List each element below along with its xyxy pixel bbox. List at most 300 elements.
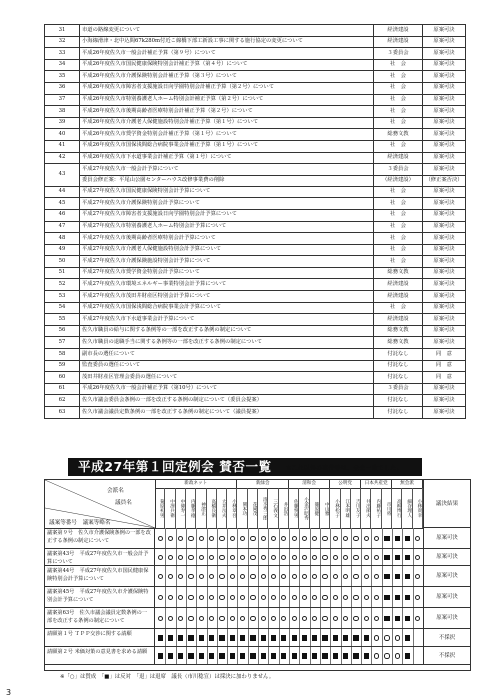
bill-result: 原案可決	[423, 314, 466, 326]
bill-title: 平成26年度佐久市後期高齢者医療特別会計補正予算（第２号）について	[80, 106, 374, 118]
column-divider	[351, 647, 352, 664]
member-name: 内藤孝徳	[186, 488, 196, 528]
column-divider	[310, 528, 311, 548]
approve-mark	[271, 536, 276, 541]
column-divider	[351, 608, 352, 628]
approve-mark	[292, 595, 297, 600]
vote-row	[45, 566, 470, 587]
column-divider	[279, 587, 280, 607]
approve-mark	[199, 555, 204, 560]
column-divider	[248, 608, 249, 628]
column-divider	[279, 528, 280, 548]
column-divider	[258, 528, 259, 548]
column-divider	[402, 629, 403, 646]
approve-mark	[188, 574, 193, 579]
oppose-mark	[158, 653, 163, 658]
approve-mark	[322, 555, 327, 560]
column-divider	[341, 647, 342, 664]
vote-header-labels	[45, 480, 156, 529]
column-divider	[382, 629, 383, 646]
bill-result: 原案可決	[423, 256, 466, 268]
approve-mark	[292, 616, 297, 621]
approve-mark	[178, 595, 183, 600]
approve-mark	[312, 574, 317, 579]
bill-title: 平成26年度佐久市国民健康保険特別会計補正予算（第４号）について	[80, 59, 374, 71]
bill-result: 原案可決	[423, 36, 466, 48]
bill-title: 平成27年度佐久市介護保険特別会計予算について	[80, 198, 374, 210]
table-row	[45, 140, 466, 152]
bill-result: 原案可決	[423, 291, 466, 303]
approve-mark	[250, 555, 255, 560]
approve-mark	[271, 574, 276, 579]
column-divider	[351, 528, 352, 548]
column-divider	[371, 549, 372, 565]
approve-mark	[250, 574, 255, 579]
oppose-mark	[281, 635, 286, 640]
column-divider	[299, 528, 300, 548]
bill-title: 佐久市議会議員定数条例の一部を改正する条例の制定について（議員提案）	[80, 407, 374, 419]
column-divider	[310, 608, 311, 628]
column-divider	[299, 647, 300, 664]
column-divider	[310, 549, 311, 565]
column-divider	[248, 549, 249, 565]
bill-number: 42	[45, 152, 80, 164]
column-divider	[371, 629, 372, 646]
bill-result: 原案可決	[423, 395, 466, 407]
column-divider	[371, 647, 372, 664]
column-divider	[382, 566, 383, 586]
bill-committee: 社 会	[374, 198, 423, 210]
member-name: 小林貴幸	[413, 488, 423, 528]
column-divider	[351, 587, 352, 607]
column-divider	[299, 566, 300, 586]
approve-mark	[199, 536, 204, 541]
table-row	[45, 106, 466, 118]
column-divider	[258, 549, 259, 565]
column-divider	[320, 647, 321, 664]
approve-mark	[188, 616, 193, 621]
column-divider	[186, 647, 187, 664]
column-divider	[413, 528, 414, 548]
column-divider	[258, 608, 259, 628]
column-divider	[299, 608, 300, 628]
bill-title: 平成27年度佐久市特別養護老人ホーム特別会計予算について	[80, 221, 374, 233]
bill-title: 小海線滑津・北中込間67k280m付近こ線橋下部工新設工事に関する施行協定の変更について	[80, 36, 374, 48]
oppose-mark	[333, 635, 338, 640]
oppose-mark	[322, 653, 327, 658]
bill-committee: 経済建設	[374, 291, 423, 303]
column-divider	[289, 647, 290, 664]
column-divider	[341, 528, 342, 548]
column-divider	[413, 566, 414, 586]
page-number: 3	[6, 688, 12, 697]
column-divider	[371, 566, 372, 586]
bill-committee: 社 会	[374, 221, 423, 233]
column-divider	[268, 549, 269, 565]
column-divider	[341, 587, 342, 607]
bill-result: 原案可決	[423, 106, 466, 118]
column-divider	[279, 647, 280, 664]
bill-title: 茂田井財産区管理会委員の選任について	[80, 372, 374, 384]
column-divider	[299, 549, 300, 565]
column-divider	[207, 647, 208, 664]
vote-marks	[155, 549, 423, 565]
bill-number: 34	[45, 59, 80, 71]
column-divider	[320, 587, 321, 607]
bill-title: 市道の路線変更について	[80, 25, 374, 37]
column-divider	[299, 629, 300, 646]
approve-mark	[271, 616, 276, 621]
column-divider	[289, 629, 290, 646]
table-row	[45, 198, 466, 210]
column-divider	[217, 629, 218, 646]
column-divider	[217, 566, 218, 586]
column-divider	[330, 549, 331, 565]
approve-mark	[353, 555, 358, 560]
column-divider	[289, 528, 290, 548]
approve-mark	[281, 574, 286, 579]
bill-title: 平成26年度佐久市介護保険特別会計補正予算（第３号）について	[80, 71, 374, 83]
bill-title: 佐久市議会委員会条例の一部を改正する条例の制定について（委員会提案）	[80, 395, 374, 407]
column-divider	[227, 629, 228, 646]
oppose-mark	[168, 635, 173, 640]
oppose-mark	[178, 635, 183, 640]
bill-title: 監査委員の選任について	[80, 360, 374, 372]
member-name: 中條寿一	[176, 488, 186, 528]
vote-bill-label: 議案第45号 平成27年度佐久市介護保険特別会計予算について	[45, 587, 155, 607]
column-divider	[165, 528, 166, 548]
oppose-mark	[261, 635, 266, 640]
oppose-mark	[199, 635, 204, 640]
approve-mark	[188, 595, 193, 600]
vote-marks	[155, 566, 423, 586]
amendment-title: 委員会修正案：平尾山公園センターハウス改修事業費の削除	[80, 175, 374, 186]
approve-mark	[333, 616, 338, 621]
oppose-mark	[168, 653, 173, 658]
column-divider	[186, 587, 187, 607]
bill-number: 54	[45, 302, 80, 314]
column-divider	[310, 566, 311, 586]
bill-result: 原案可決	[423, 94, 466, 106]
approve-mark	[230, 574, 235, 579]
column-divider	[217, 608, 218, 628]
oppose-mark	[219, 653, 224, 658]
column-divider	[351, 629, 352, 646]
column-divider	[341, 629, 342, 646]
column-divider	[237, 629, 238, 646]
vote-result: 不採択	[423, 647, 470, 664]
oppose-mark	[188, 653, 193, 658]
oppose-mark	[312, 653, 317, 658]
vote-marks	[155, 647, 423, 664]
column-divider	[176, 608, 177, 628]
bill-title: 平成26年度佐久市障害者支援施設日向学園特別会計補正予算（第２号）について	[80, 82, 374, 94]
vote-bill-label: 議案第43号 平成27年度佐久市一般会計予算について	[45, 549, 155, 565]
column-divider	[268, 608, 269, 628]
column-divider	[237, 528, 238, 548]
bill-number: 62	[45, 395, 80, 407]
column-divider	[330, 587, 331, 607]
column-divider	[330, 608, 331, 628]
column-divider	[217, 549, 218, 565]
member-name: 関本功	[237, 488, 247, 528]
oppose-mark	[343, 635, 348, 640]
oppose-mark	[405, 616, 410, 621]
approve-mark	[168, 536, 173, 541]
bill-committee: 社 会	[374, 71, 423, 83]
member-name: 小林章吾	[227, 488, 237, 528]
column-divider	[207, 566, 208, 586]
bill-number: 37	[45, 94, 80, 106]
table-row	[45, 117, 466, 129]
oppose-mark	[405, 555, 410, 560]
approve-mark	[219, 595, 224, 600]
party-group: 日本共産党	[361, 480, 392, 488]
approve-mark	[302, 595, 307, 600]
member-names	[155, 488, 423, 529]
bill-result: 原案可決	[423, 325, 466, 337]
oppose-mark	[384, 574, 389, 579]
table-row	[45, 256, 466, 268]
oppose-mark	[261, 653, 266, 658]
approve-mark	[240, 574, 245, 579]
oppose-mark	[250, 635, 255, 640]
bill-number: 55	[45, 314, 80, 326]
bill-number: 31	[45, 25, 80, 37]
column-divider	[196, 608, 197, 628]
column-divider	[196, 647, 197, 664]
column-divider	[248, 587, 249, 607]
table-row	[45, 186, 466, 198]
approve-mark	[292, 536, 297, 541]
table-row	[45, 244, 466, 256]
bill-number: 51	[45, 267, 80, 279]
bill-result: 原案可決	[423, 117, 466, 129]
bill-number: 52	[45, 279, 80, 291]
bill-committee: 総務文教	[374, 267, 423, 279]
member-name: 中澤兵衛	[165, 488, 175, 528]
oppose-mark	[405, 635, 410, 640]
approve-mark	[364, 574, 369, 579]
column-divider	[207, 629, 208, 646]
approve-mark	[333, 574, 338, 579]
column-divider	[413, 608, 414, 628]
table-row	[45, 337, 466, 349]
column-divider	[165, 566, 166, 586]
bill-committee: 付託なし	[374, 349, 423, 361]
vote-row	[45, 528, 470, 549]
column-divider	[361, 629, 362, 646]
bill-result: 原案可決	[423, 233, 466, 245]
bill-number: 36	[45, 82, 80, 94]
bill-number: 33	[45, 48, 80, 60]
bill-title: 平成26年度佐久市特別養護老人ホーム特別会計補正予算（第２号）について	[80, 94, 374, 106]
column-divider	[371, 587, 372, 607]
table-row	[45, 25, 466, 37]
approve-mark	[415, 555, 420, 560]
vote-result: 不採択	[423, 629, 470, 646]
column-divider	[248, 528, 249, 548]
approve-mark	[178, 536, 183, 541]
column-divider	[237, 549, 238, 565]
oppose-mark	[384, 616, 389, 621]
member-name: 佐藤悦男	[289, 488, 299, 528]
bill-title: 平成27年度佐久市一般会計予算について	[80, 164, 374, 176]
bill-committee: 付託なし	[374, 407, 423, 419]
bill-number: 53	[45, 291, 80, 303]
column-divider	[217, 587, 218, 607]
column-divider	[392, 566, 393, 586]
member-name: 大井岳夫	[217, 488, 227, 528]
column-divider	[237, 608, 238, 628]
table-row	[45, 129, 466, 141]
column-divider	[176, 647, 177, 664]
column-divider	[217, 528, 218, 548]
oppose-mark	[250, 653, 255, 658]
oppose-mark	[230, 635, 235, 640]
oppose-mark	[395, 574, 400, 579]
bill-number: 32	[45, 36, 80, 48]
approve-mark	[281, 536, 286, 541]
table-row	[45, 372, 466, 384]
bill-result: 原案可決	[423, 302, 466, 314]
approve-mark	[343, 555, 348, 560]
member-name: 井出浩	[279, 488, 289, 528]
column-divider	[165, 608, 166, 628]
bill-number: 40	[45, 129, 80, 141]
member-name: 井出節夫	[361, 488, 371, 528]
approve-mark	[395, 653, 400, 658]
bill-number: 43	[45, 164, 80, 187]
approve-mark	[199, 616, 204, 621]
section-note: ※これ以外の案件等は、全会一致でした。	[286, 465, 403, 472]
party-group: 公明党	[330, 480, 361, 488]
bill-committee: 社 会	[374, 186, 423, 198]
member-name: 三石義文	[268, 488, 278, 528]
vote-bill-label: 議案第９号 佐久市介護保険条例の一部を改正する条例の制定について	[45, 528, 155, 548]
column-divider	[207, 608, 208, 628]
column-divider	[289, 587, 290, 607]
oppose-mark	[158, 635, 163, 640]
column-divider	[413, 549, 414, 565]
column-divider	[392, 587, 393, 607]
column-divider	[227, 587, 228, 607]
bill-committee: 経済建設	[374, 152, 423, 164]
column-divider	[207, 587, 208, 607]
approve-mark	[374, 653, 379, 658]
column-divider	[341, 549, 342, 565]
bill-result: 原案可決	[423, 59, 466, 71]
approve-mark	[168, 574, 173, 579]
approve-mark	[158, 574, 163, 579]
approve-mark	[312, 555, 317, 560]
approve-mark	[343, 536, 348, 541]
member-name: 細谷理人	[402, 488, 412, 528]
approve-mark	[199, 595, 204, 600]
column-divider	[279, 566, 280, 586]
bill-committee: 社 会	[374, 209, 423, 221]
approve-mark	[343, 595, 348, 600]
column-divider	[320, 566, 321, 586]
member-name: 高柳博行	[392, 488, 402, 528]
column-divider	[330, 647, 331, 664]
approve-mark	[250, 616, 255, 621]
approve-mark	[364, 595, 369, 600]
column-divider	[165, 629, 166, 646]
bill-result: 同 意	[423, 372, 466, 384]
bill-committee: 社 会	[374, 244, 423, 256]
column-divider	[289, 608, 290, 628]
approve-mark	[158, 555, 163, 560]
bill-committee: ３委員会	[374, 48, 423, 60]
column-divider	[361, 566, 362, 586]
oppose-mark	[322, 635, 327, 640]
column-divider	[207, 549, 208, 565]
table-row	[45, 349, 466, 361]
column-divider	[382, 608, 383, 628]
approve-mark	[230, 616, 235, 621]
column-divider	[186, 566, 187, 586]
oppose-mark	[353, 653, 358, 658]
bill-committee: 経済建設	[374, 279, 423, 291]
section-title: 平成27年第１回定例会 賛否一覧	[68, 458, 422, 476]
approve-mark	[384, 635, 389, 640]
oppose-mark	[178, 653, 183, 658]
vote-result: 原案可決	[423, 587, 470, 607]
kaiha-label: 会派名	[107, 488, 124, 494]
vote-table	[44, 479, 471, 671]
column-divider	[361, 549, 362, 565]
vote-result: 原案可決	[423, 549, 470, 565]
column-divider	[268, 528, 269, 548]
oppose-mark	[292, 635, 297, 640]
column-divider	[165, 647, 166, 664]
approve-mark	[250, 595, 255, 600]
bill-title: 平成27年度佐久市介護老人保健施設特別会計予算について	[80, 244, 374, 256]
approve-mark	[374, 635, 379, 640]
oppose-mark	[364, 653, 369, 658]
approve-mark	[322, 595, 327, 600]
approve-mark	[230, 595, 235, 600]
column-divider	[341, 566, 342, 586]
bill-title: 平成27年度佐久市茂田井財産区特別会計予算について	[80, 291, 374, 303]
approve-mark	[178, 616, 183, 621]
bill-result: 原案可決	[423, 152, 466, 164]
column-divider	[361, 608, 362, 628]
table-row	[45, 48, 466, 60]
oppose-mark	[395, 616, 400, 621]
column-divider	[402, 587, 403, 607]
column-divider	[248, 566, 249, 586]
bill-result: 原案可決	[423, 337, 466, 349]
column-divider	[237, 587, 238, 607]
oppose-mark	[240, 653, 245, 658]
column-divider	[176, 587, 177, 607]
approve-mark	[374, 595, 379, 600]
approve-mark	[158, 616, 163, 621]
bill-title: 平成27年度佐久市介護保険施設特別会計予算について	[80, 256, 374, 268]
approve-mark	[415, 574, 420, 579]
oppose-mark	[271, 653, 276, 658]
column-divider	[196, 629, 197, 646]
bill-number: 39	[45, 117, 80, 129]
column-divider	[361, 587, 362, 607]
oppose-mark	[281, 653, 286, 658]
column-divider	[268, 629, 269, 646]
table-row	[45, 164, 466, 176]
column-divider	[392, 629, 393, 646]
approve-mark	[219, 536, 224, 541]
